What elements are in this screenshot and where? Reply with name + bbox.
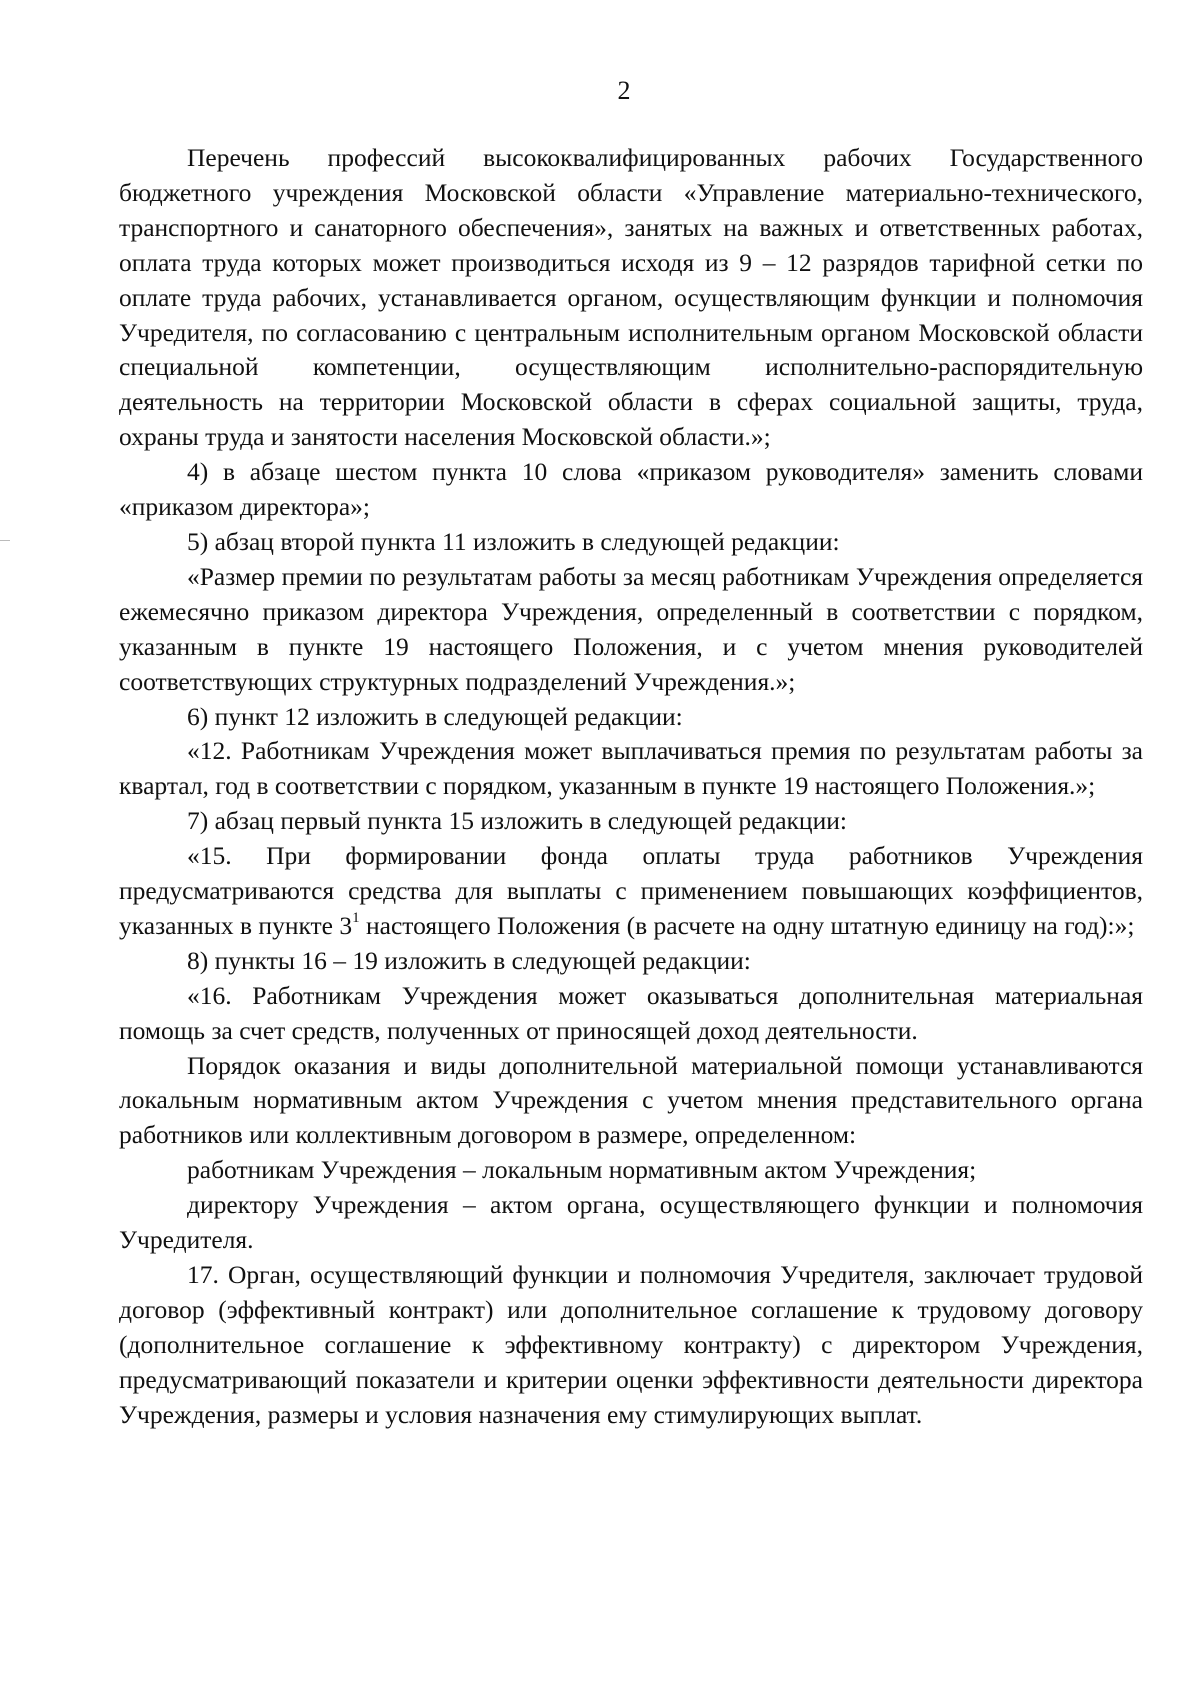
point-15-superscript: 1 — [352, 909, 360, 926]
paragraph-item-6: 6) пункт 12 изложить в следующей редакции: — [187, 701, 683, 731]
point-15-text-before: «15. При формировании фонда оплаты труда работников Учреждения предусматриваются средства для выплаты с применением повышающих коэффициентов, указанных в пункте 3 — [119, 841, 1143, 940]
paragraph-item-7: 7) абзац первый пункта 15 изложить в следующей редакции: — [187, 806, 847, 836]
paragraph-item-5: 5) абзац второй пункта 11 изложить в следующей редакции: — [187, 526, 840, 556]
paragraph-item-4: 4) в абзаце шестом пункта 10 слова «приказом руководителя» заменить словами «приказом директора»; — [119, 457, 1143, 522]
paragraph-professions-list: Перечень профессий высококвалифицированных рабочих Государственного бюджетного учреждения Московской области «Управление материально-технического, транспортного и санаторного обеспечения», занятых на важных и ответственных работах, оплата труда которых может производиться исходя из 9 – 12 разрядов тарифной сетки по оплате труда рабочих, устанавливается органом, осуществляющим функции и полномочия Учредителя, по согласованию с центральным исполнительным органом Московской области специальной компетенции, осуществляющим исполнительно-распорядительную деятельность на территории Московской области в сферах социальной защиты, труда, охраны труда и занятости населения Московской области.»; — [119, 143, 1143, 452]
paragraph-point-12: «12. Работникам Учреждения может выплачиваться премия по результатам работы за квартал, год в соответствии с порядком, указанным в пункте 19 настоящего Положения.»; — [119, 736, 1143, 801]
paragraph-item-8: 8) пункты 16 – 19 изложить в следующей редакции: — [187, 945, 751, 975]
paragraph-assistance-order: Порядок оказания и виды дополнительной материальной помощи устанавливаются локальным нормативным актом Учреждения с учетом мнения представительного органа работников или коллективным договором в размере, определенном: — [119, 1050, 1143, 1150]
paragraph-point-17: 17. Орган, осуществляющий функции и полномочия Учредителя, заключает трудовой договор (эффективный контракт) или дополнительное соглашение к трудовому договору (дополнительное соглашение к эффективному контракту) с директором Учреждения, предусматривающий показатели и критерии оценки эффективности деятельности директора Учреждения, размеры и условия назначения ему стимулирующих выплат. — [119, 1260, 1143, 1429]
paragraph-director-assistance: директору Учреждения – актом органа, осуществляющего функции и полномочия Учредителя. — [119, 1190, 1143, 1255]
paragraph-point-16: «16. Работникам Учреждения может оказываться дополнительная материальная помощь за счет средств, полученных от приносящей доход деятельности. — [119, 980, 1143, 1045]
paragraph-employees-assistance: работникам Учреждения – локальным нормативным актом Учреждения; — [187, 1155, 977, 1185]
document-body — [119, 141, 1143, 1433]
paragraph-point-15 — [119, 839, 1143, 944]
scan-margin-mark — [0, 540, 10, 541]
paragraph-bonus-size: «Размер премии по результатам работы за месяц работникам Учреждения определяется ежемесячно приказом директора Учреждения, определенный в соответствии с порядком, указанным в пункте 19 настоящего Положения, и с учетом мнения руководителей соответствующих структурных подразделений Учреждения.»; — [119, 561, 1143, 696]
point-15-text-after: настоящего Положения (в расчете на одну штатную единицу на год):»; — [359, 910, 1135, 940]
page-number: 2 — [617, 76, 631, 105]
